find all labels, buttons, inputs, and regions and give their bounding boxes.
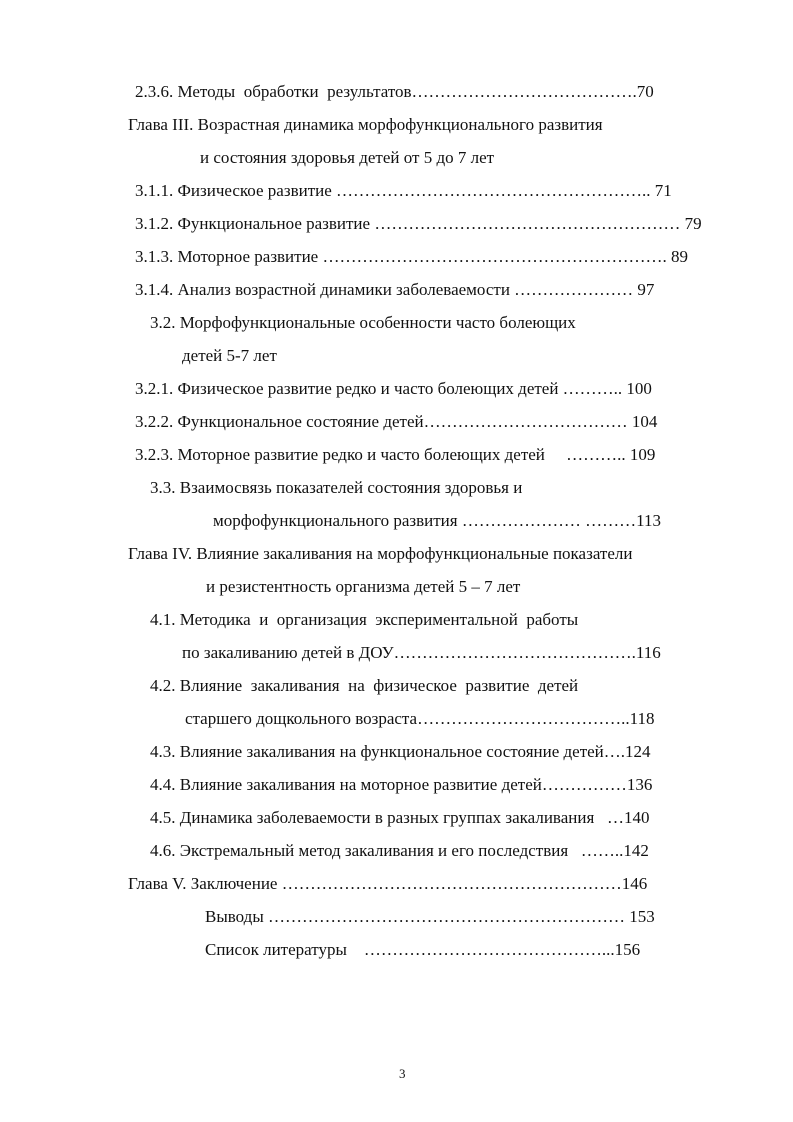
toc-line-3-2-2: 3.2.2. Функциональное состояние детей……………………………… 104 bbox=[135, 412, 658, 431]
toc-line-4-5: 4.5. Динамика заболеваемости в разных группах закаливания …140 bbox=[150, 808, 650, 827]
toc-line-bibliography: Список литературы ……………………………………...156 bbox=[205, 940, 641, 959]
toc-chapter-5: Глава V. Заключение ……………………………………………………146 bbox=[128, 874, 648, 893]
toc-chapter-3-title: Глава III. Возрастная динамика морфофункционального развития bbox=[128, 115, 603, 134]
toc-line-4-1-cont: по закаливанию детей в ДОУ…………………………………….116 bbox=[182, 643, 661, 662]
toc-line-conclusions: Выводы ……………………………………………………… 153 bbox=[205, 907, 655, 926]
toc-line-3-3-cont: морфофункционального развития ………………… ………113 bbox=[213, 511, 661, 530]
toc-line-3-3: 3.3. Взаимосвязь показателей состояния здоровья и bbox=[150, 478, 523, 497]
toc-line-4-6: 4.6. Экстремальный метод закаливания и его последствия ……..142 bbox=[150, 841, 649, 860]
toc-line-3-2: 3.2. Морфофункциональные особенности часто болеющих bbox=[150, 313, 576, 332]
toc-chapter-4-subtitle: и резистентность организма детей 5 – 7 лет bbox=[206, 577, 521, 596]
toc-line-3-2-cont: детей 5-7 лет bbox=[182, 346, 277, 365]
toc-line-3-1-1: 3.1.1. Физическое развитие ……………………………………………….. 71 bbox=[135, 181, 672, 200]
toc-line-3-1-3: 3.1.3. Моторное развитие ……………………………………………………. 89 bbox=[135, 247, 688, 266]
toc-line-3-2-3: 3.2.3. Моторное развитие редко и часто болеющих детей ……….. 109 bbox=[135, 445, 656, 464]
toc-line-4-2-cont: старшего дощкольного возраста………………………………..118 bbox=[185, 709, 655, 728]
toc-chapter-4-title: Глава IV. Влияние закаливания на морфофункциональные показатели bbox=[128, 544, 633, 563]
toc-line-3-1-2: 3.1.2. Функциональное развитие ……………………………………………… 79 bbox=[135, 214, 702, 233]
toc-line-3-1-4: 3.1.4. Анализ возрастной динамики заболеваемости ………………… 97 bbox=[135, 280, 655, 299]
toc-line-4-2: 4.2. Влияние закаливания на физическое развитие детей bbox=[150, 676, 579, 695]
toc-line-4-4: 4.4. Влияние закаливания на моторное развитие детей……………136 bbox=[150, 775, 653, 794]
toc-line-4-1: 4.1. Методика и организация экспериментальной работы bbox=[150, 610, 579, 629]
page-number: 3 bbox=[399, 1066, 406, 1081]
toc-line-3-2-1: 3.2.1. Физическое развитие редко и часто болеющих детей ……….. 100 bbox=[135, 379, 652, 398]
toc-line-4-3: 4.3. Влияние закаливания на функциональное состояние детей….124 bbox=[150, 742, 651, 761]
toc-chapter-3-subtitle: и состояния здоровья детей от 5 до 7 лет bbox=[200, 148, 495, 167]
toc-line-2-3-6: 2.3.6. Методы обработки результатов………………………………….70 bbox=[135, 82, 654, 101]
